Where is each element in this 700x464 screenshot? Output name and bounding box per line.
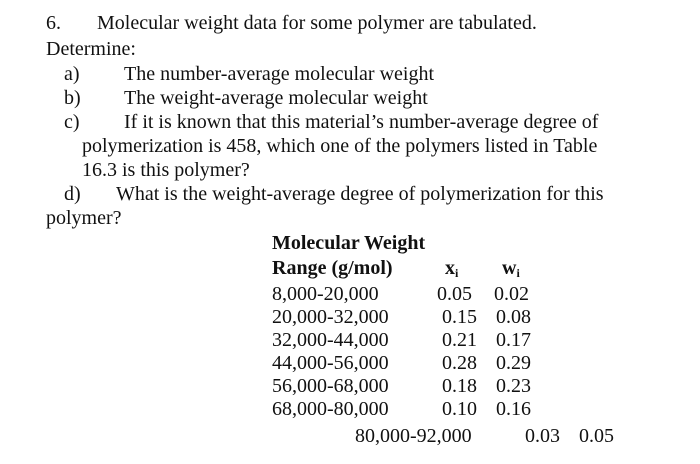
table-row-w: 0.23 bbox=[496, 375, 531, 397]
part-a-label: a) bbox=[64, 63, 80, 85]
table-row-w: 0.17 bbox=[496, 329, 531, 351]
part-d-continuation: polymer? bbox=[46, 207, 122, 229]
part-c-text: If it is known that this material’s number-average degree of bbox=[124, 111, 599, 133]
table-row-w: 0.08 bbox=[496, 306, 531, 328]
part-b-text: The weight-average molecular weight bbox=[124, 87, 428, 109]
table-row-x: 0.28 bbox=[442, 352, 477, 374]
part-c-continuation-1: polymerization is 458, which one of the polymers listed in Table bbox=[82, 135, 598, 157]
part-a-text: The number-average molecular weight bbox=[124, 63, 435, 85]
table-row-range: 80,000-92,000 bbox=[355, 425, 472, 447]
table-row-x: 0.03 bbox=[525, 425, 560, 447]
table-row-x: 0.18 bbox=[442, 375, 477, 397]
table-row-w: 0.02 bbox=[494, 283, 529, 305]
table-row-w: 0.16 bbox=[496, 398, 531, 420]
table-row-x: 0.10 bbox=[442, 398, 477, 420]
table-row-range: 20,000-32,000 bbox=[272, 306, 389, 328]
question-number: 6. bbox=[46, 12, 61, 34]
table-row-x: 0.15 bbox=[442, 306, 477, 328]
table-row-range: 8,000-20,000 bbox=[272, 283, 379, 305]
part-d-label: d) bbox=[64, 183, 81, 205]
table-row-range: 68,000-80,000 bbox=[272, 398, 389, 420]
column-header-xi: $x_i$ bbox=[445, 257, 459, 280]
question-intro: Molecular weight data for some polymer are tabulated. bbox=[97, 12, 537, 34]
table-row-x: 0.21 bbox=[442, 329, 477, 351]
part-d-text: What is the weight-average degree of polymerization for this bbox=[116, 183, 604, 205]
table-row-range: 56,000-68,000 bbox=[272, 375, 389, 397]
table-row-x: 0.05 bbox=[437, 283, 472, 305]
part-c-continuation-2: 16.3 is this polymer? bbox=[82, 159, 250, 181]
table-header-line2: Range (g/mol) bbox=[272, 257, 393, 279]
table-row-w: 0.05 bbox=[579, 425, 614, 447]
table-row-range: 32,000-44,000 bbox=[272, 329, 389, 351]
table-row-range: 44,000-56,000 bbox=[272, 352, 389, 374]
part-c-label: c) bbox=[64, 111, 80, 133]
determine-label: Determine: bbox=[46, 38, 136, 60]
table-row-w: 0.29 bbox=[496, 352, 531, 374]
table-header-line1: Molecular Weight bbox=[272, 232, 426, 254]
part-b-label: b) bbox=[64, 87, 81, 109]
column-header-wi: $w_i$ bbox=[502, 257, 520, 280]
